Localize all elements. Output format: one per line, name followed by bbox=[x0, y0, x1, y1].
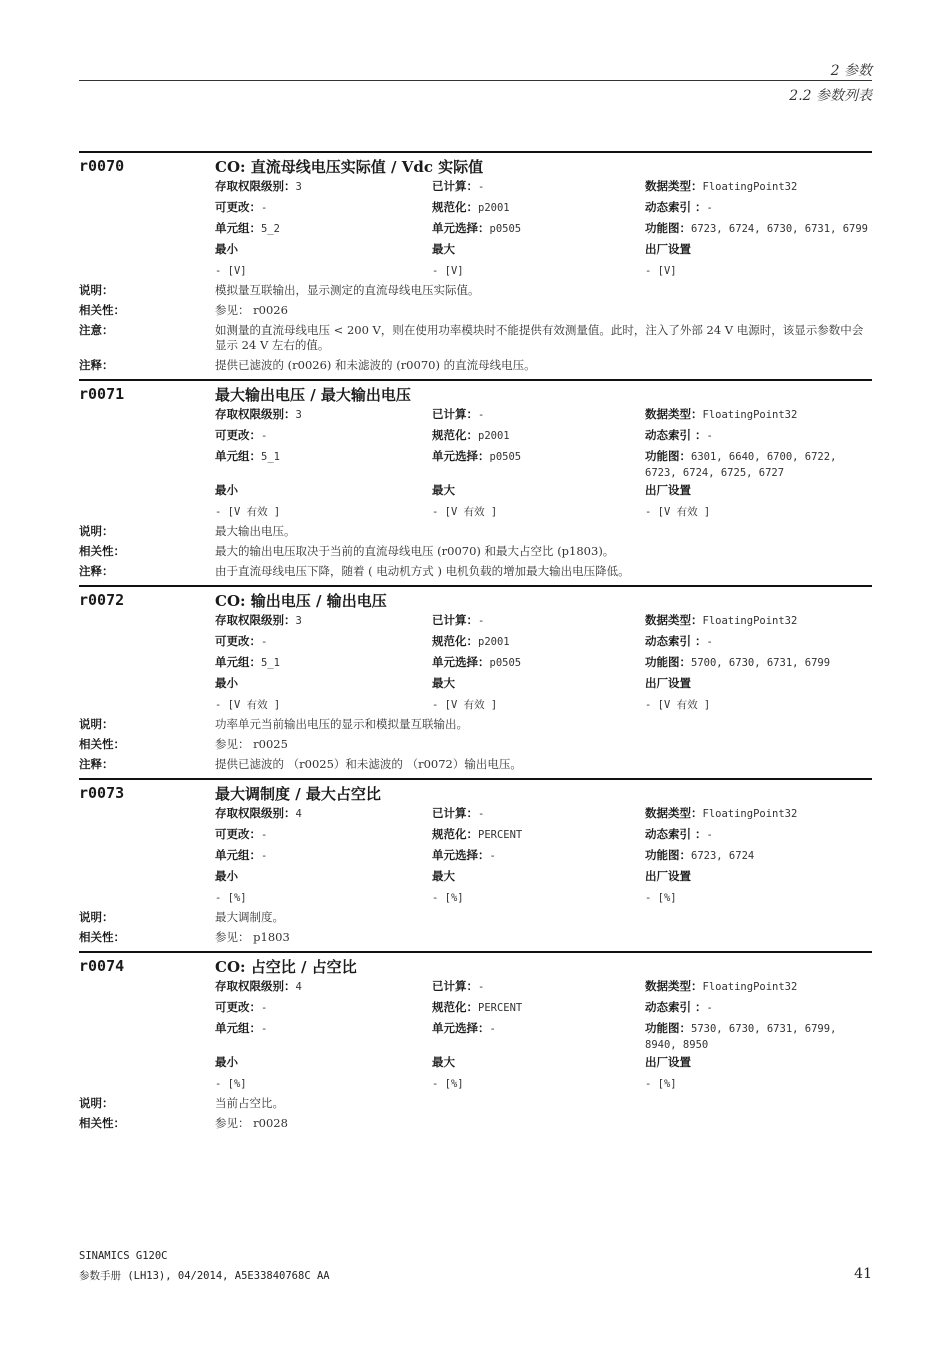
attribute-cell bbox=[215, 632, 432, 653]
attribute-cell bbox=[432, 240, 645, 261]
note-text: 参见： r0028 bbox=[215, 1116, 288, 1130]
attribute-label: 出厂设置 bbox=[645, 1055, 691, 1069]
attribute-value: p0505 bbox=[489, 223, 522, 235]
note-label: 相关性： bbox=[79, 930, 125, 944]
note-row bbox=[79, 283, 872, 298]
attribute-label: 单元组： bbox=[215, 655, 261, 669]
attribute-label: 最大 bbox=[432, 869, 455, 883]
attribute-label: 单元选择： bbox=[432, 449, 490, 463]
attribute-value: 3 bbox=[295, 409, 302, 421]
attribute-label: 数据类型： bbox=[645, 179, 703, 193]
note-row bbox=[79, 544, 872, 559]
header-chapter: 2 参数 bbox=[830, 63, 872, 79]
attribute-cell bbox=[432, 888, 645, 909]
attribute-value: - [%] bbox=[432, 892, 464, 904]
attribute-value: - [%] bbox=[215, 892, 247, 904]
attribute-cell bbox=[432, 405, 645, 426]
attribute-label: 功能图： bbox=[645, 221, 691, 235]
attribute-label: 规范化： bbox=[432, 1000, 478, 1014]
note-text: 功率单元当前输出电压的显示和模拟量互联输出。 bbox=[215, 717, 468, 731]
attribute-cell bbox=[645, 977, 872, 998]
attribute-value: 5730, 6730, 6731, 6799, 8940, 8950 bbox=[645, 1023, 837, 1051]
attribute-cell bbox=[432, 611, 645, 632]
note-text: 模拟量互联输出，显示测定的直流母线电压实际值。 bbox=[215, 283, 480, 297]
parameter-block bbox=[79, 379, 872, 579]
attribute-value: - bbox=[706, 430, 713, 442]
attribute-label: 已计算： bbox=[432, 179, 478, 193]
note-text: 参见： p1803 bbox=[215, 930, 290, 944]
attribute-label: 动态索引 ： bbox=[645, 634, 707, 648]
note-row bbox=[79, 1116, 872, 1131]
note-row bbox=[79, 524, 872, 539]
attribute-cell bbox=[645, 1074, 872, 1095]
attribute-label: 可更改： bbox=[215, 827, 261, 841]
attribute-label: 动态索引 ： bbox=[645, 200, 707, 214]
parameter-attributes bbox=[215, 177, 872, 282]
attribute-value: - bbox=[261, 430, 268, 442]
note-row bbox=[79, 757, 872, 772]
attribute-label: 最小 bbox=[215, 242, 238, 256]
attribute-value: 4 bbox=[295, 981, 302, 993]
attribute-cell bbox=[215, 998, 432, 1019]
parameter-notes bbox=[79, 283, 872, 373]
note-label: 注释： bbox=[79, 757, 114, 771]
note-row bbox=[79, 303, 872, 318]
note-label: 说明： bbox=[79, 283, 114, 297]
attribute-cell bbox=[645, 632, 872, 653]
attribute-label: 出厂设置 bbox=[645, 242, 691, 256]
attribute-value: 5_2 bbox=[261, 223, 280, 235]
attribute-cell bbox=[645, 695, 872, 716]
attribute-label: 动态索引 ： bbox=[645, 827, 707, 841]
attribute-cell bbox=[645, 447, 872, 481]
attribute-value: - [V 有效 ] bbox=[215, 699, 281, 711]
attribute-label: 可更改： bbox=[215, 1000, 261, 1014]
attribute-label: 已计算： bbox=[432, 979, 478, 993]
attribute-cell bbox=[645, 1053, 872, 1074]
parameter-notes bbox=[79, 717, 872, 772]
attribute-label: 出厂设置 bbox=[645, 483, 691, 497]
attribute-cell bbox=[432, 177, 645, 198]
attribute-value: - [V] bbox=[432, 265, 464, 277]
header-rule bbox=[79, 80, 872, 81]
attribute-value: - bbox=[478, 808, 485, 820]
attribute-value: 6723, 6724 bbox=[691, 850, 755, 862]
attribute-label: 最小 bbox=[215, 1055, 238, 1069]
parameter-title: CO: 占空比 / 占空比 bbox=[215, 957, 357, 976]
attribute-value: - [V 有效 ] bbox=[645, 506, 711, 518]
attribute-value: - [%] bbox=[215, 1078, 247, 1090]
attribute-value: - bbox=[261, 202, 268, 214]
attribute-cell bbox=[645, 998, 872, 1019]
attribute-label: 单元组： bbox=[215, 449, 261, 463]
attribute-value: 6723, 6724, 6730, 6731, 6799 bbox=[691, 223, 869, 235]
attribute-value: - bbox=[706, 1002, 713, 1014]
note-row bbox=[79, 930, 872, 945]
attribute-cell bbox=[645, 426, 872, 447]
parameter-id: r0072 bbox=[79, 591, 125, 609]
parameter-header bbox=[79, 383, 872, 405]
note-label: 说明： bbox=[79, 1096, 114, 1110]
attribute-cell bbox=[432, 426, 645, 447]
attribute-value: p2001 bbox=[478, 202, 510, 214]
attribute-value: 3 bbox=[295, 181, 302, 193]
attribute-cell bbox=[215, 502, 432, 523]
note-row bbox=[79, 358, 872, 373]
attribute-label: 出厂设置 bbox=[645, 676, 691, 690]
attribute-label: 规范化： bbox=[432, 200, 478, 214]
note-text: 参见： r0025 bbox=[215, 737, 288, 751]
attribute-cell bbox=[645, 804, 872, 825]
attribute-cell bbox=[432, 502, 645, 523]
attribute-value: - bbox=[706, 636, 713, 648]
attribute-value: PERCENT bbox=[478, 1002, 523, 1014]
attribute-cell bbox=[215, 177, 432, 198]
attribute-cell bbox=[645, 405, 872, 426]
attribute-cell bbox=[215, 977, 432, 998]
attribute-value: 3 bbox=[295, 615, 302, 627]
attribute-label: 已计算： bbox=[432, 613, 478, 627]
note-text: 最大的输出电压取决于当前的直流母线电压 (r0070) 和最大占空比 (p1803)。 bbox=[215, 544, 615, 558]
attribute-cell bbox=[432, 674, 645, 695]
attribute-cell bbox=[645, 177, 872, 198]
parameter-title: 最大输出电压 / 最大输出电压 bbox=[215, 385, 411, 404]
attribute-cell bbox=[215, 674, 432, 695]
attribute-value: PERCENT bbox=[478, 829, 523, 841]
attribute-value: 5_1 bbox=[261, 451, 280, 463]
attribute-label: 可更改： bbox=[215, 428, 261, 442]
page-number: 41 bbox=[854, 1266, 872, 1282]
attribute-label: 规范化： bbox=[432, 827, 478, 841]
attribute-cell bbox=[432, 695, 645, 716]
note-text: 最大输出电压。 bbox=[215, 524, 296, 538]
attribute-label: 单元组： bbox=[215, 221, 261, 235]
parameter-header bbox=[79, 155, 872, 177]
note-text: 提供已滤波的 （r0025）和未滤波的 （r0072）输出电压。 bbox=[215, 757, 522, 771]
attribute-cell bbox=[645, 888, 872, 909]
parameter-title: CO: 直流母线电压实际值 / Vdc 实际值 bbox=[215, 157, 484, 176]
note-text: 如测量的直流母线电压 < 200 V，则在使用功率模块时不能提供有效测量值。此时，注入了外部 24 V 电源时，该显示参数中会显示 24 V 左右的值。 bbox=[215, 323, 864, 352]
attribute-value: - [V 有效 ] bbox=[215, 506, 281, 518]
attribute-value: 6301, 6640, 6700, 6722, 6723, 6724, 6725, 6727 bbox=[645, 451, 837, 479]
parameter-title: 最大调制度 / 最大占空比 bbox=[215, 784, 381, 803]
parameter-id: r0070 bbox=[79, 157, 125, 175]
attribute-label: 功能图： bbox=[645, 848, 691, 862]
attribute-value: - [V 有效 ] bbox=[432, 699, 498, 711]
note-row bbox=[79, 910, 872, 925]
attribute-label: 单元选择： bbox=[432, 221, 490, 235]
attribute-label: 数据类型： bbox=[645, 979, 703, 993]
attribute-cell bbox=[215, 611, 432, 632]
note-text: 提供已滤波的 (r0026) 和未滤波的 (r0070) 的直流母线电压。 bbox=[215, 358, 536, 372]
attribute-cell bbox=[645, 198, 872, 219]
attribute-label: 数据类型： bbox=[645, 806, 703, 820]
attribute-value: - bbox=[261, 636, 268, 648]
attribute-label: 存取权限级别： bbox=[215, 613, 296, 627]
attribute-label: 最大 bbox=[432, 1055, 455, 1069]
note-text: 参见： r0026 bbox=[215, 303, 288, 317]
parameter-attributes bbox=[215, 611, 872, 716]
attribute-label: 单元选择： bbox=[432, 1021, 490, 1035]
parameter-block bbox=[79, 585, 872, 772]
attribute-label: 最小 bbox=[215, 676, 238, 690]
attribute-value: FloatingPoint32 bbox=[702, 981, 798, 993]
attribute-label: 功能图： bbox=[645, 655, 691, 669]
parameter-attributes bbox=[215, 804, 872, 909]
parameter-title: CO: 输出电压 / 输出电压 bbox=[215, 591, 387, 610]
parameter-block bbox=[79, 778, 872, 945]
attribute-label: 动态索引 ： bbox=[645, 1000, 707, 1014]
parameter-list bbox=[79, 151, 872, 1137]
attribute-label: 可更改： bbox=[215, 634, 261, 648]
attribute-value: - bbox=[478, 409, 485, 421]
note-row bbox=[79, 1096, 872, 1111]
attribute-label: 规范化： bbox=[432, 428, 478, 442]
attribute-cell bbox=[215, 426, 432, 447]
attribute-label: 已计算： bbox=[432, 407, 478, 421]
attribute-cell bbox=[432, 261, 645, 282]
note-row bbox=[79, 323, 872, 353]
attribute-cell bbox=[645, 611, 872, 632]
note-row bbox=[79, 564, 872, 579]
attribute-label: 单元组： bbox=[215, 1021, 261, 1035]
attribute-value: - [%] bbox=[432, 1078, 464, 1090]
attribute-value: FloatingPoint32 bbox=[702, 615, 798, 627]
attribute-value: - [V] bbox=[645, 265, 677, 277]
parameter-notes bbox=[79, 910, 872, 945]
footer-product: SINAMICS G120C bbox=[79, 1250, 168, 1262]
note-label: 相关性： bbox=[79, 303, 125, 317]
attribute-value: - bbox=[489, 1023, 496, 1035]
attribute-cell bbox=[215, 804, 432, 825]
attribute-cell bbox=[432, 1074, 645, 1095]
attribute-value: p0505 bbox=[489, 451, 522, 463]
parameter-id: r0073 bbox=[79, 784, 125, 802]
attribute-cell bbox=[215, 405, 432, 426]
attribute-cell bbox=[432, 653, 645, 674]
attribute-label: 单元选择： bbox=[432, 655, 490, 669]
attribute-value: p2001 bbox=[478, 636, 510, 648]
attribute-cell bbox=[645, 867, 872, 888]
attribute-cell bbox=[432, 632, 645, 653]
attribute-cell bbox=[215, 261, 432, 282]
parameter-header bbox=[79, 955, 872, 977]
parameter-header bbox=[79, 589, 872, 611]
attribute-value: - bbox=[706, 829, 713, 841]
attribute-label: 最大 bbox=[432, 242, 455, 256]
attribute-value: p2001 bbox=[478, 430, 510, 442]
attribute-cell bbox=[215, 447, 432, 481]
attribute-value: - bbox=[478, 615, 485, 627]
attribute-label: 出厂设置 bbox=[645, 869, 691, 883]
attribute-value: FloatingPoint32 bbox=[702, 409, 798, 421]
attribute-cell bbox=[645, 240, 872, 261]
header-section: 2.2 参数列表 bbox=[789, 88, 872, 104]
attribute-cell bbox=[645, 653, 872, 674]
attribute-value: - bbox=[706, 202, 713, 214]
note-label: 注释： bbox=[79, 358, 114, 372]
attribute-label: 规范化： bbox=[432, 634, 478, 648]
attribute-cell bbox=[432, 804, 645, 825]
attribute-cell bbox=[645, 261, 872, 282]
parameter-attributes bbox=[215, 977, 872, 1095]
attribute-cell bbox=[645, 219, 872, 240]
attribute-value: p0505 bbox=[489, 657, 522, 669]
attribute-cell bbox=[432, 198, 645, 219]
note-label: 说明： bbox=[79, 717, 114, 731]
attribute-cell bbox=[432, 1019, 645, 1053]
attribute-label: 最大 bbox=[432, 483, 455, 497]
attribute-cell bbox=[215, 825, 432, 846]
attribute-cell bbox=[215, 653, 432, 674]
attribute-cell bbox=[432, 481, 645, 502]
attribute-value: - [V 有效 ] bbox=[645, 699, 711, 711]
attribute-value: - bbox=[478, 181, 485, 193]
attribute-value: - bbox=[489, 850, 496, 862]
parameter-id: r0071 bbox=[79, 385, 125, 403]
attribute-value: 5_1 bbox=[261, 657, 280, 669]
note-row bbox=[79, 737, 872, 752]
attribute-cell bbox=[432, 867, 645, 888]
attribute-value: - [%] bbox=[645, 892, 677, 904]
attribute-value: - bbox=[261, 1023, 268, 1035]
attribute-cell bbox=[215, 198, 432, 219]
attribute-value: - bbox=[261, 1002, 268, 1014]
attribute-cell bbox=[215, 219, 432, 240]
attribute-cell bbox=[432, 447, 645, 481]
attribute-label: 数据类型： bbox=[645, 407, 703, 421]
parameter-block bbox=[79, 951, 872, 1131]
footer-manual: 参数手册 (LH13), 04/2014, A5E33840768C AA bbox=[79, 1270, 330, 1282]
parameter-header bbox=[79, 782, 872, 804]
note-label: 说明： bbox=[79, 910, 114, 924]
note-label: 注释： bbox=[79, 564, 114, 578]
attribute-cell bbox=[645, 502, 872, 523]
parameter-id: r0074 bbox=[79, 957, 125, 975]
attribute-label: 可更改： bbox=[215, 200, 261, 214]
note-text: 当前占空比。 bbox=[215, 1096, 284, 1110]
attribute-cell bbox=[432, 846, 645, 867]
attribute-cell bbox=[432, 219, 645, 240]
attribute-value: FloatingPoint32 bbox=[702, 808, 798, 820]
attribute-value: - [V 有效 ] bbox=[432, 506, 498, 518]
attribute-label: 最大 bbox=[432, 676, 455, 690]
attribute-cell bbox=[215, 888, 432, 909]
attribute-label: 数据类型： bbox=[645, 613, 703, 627]
note-text: 最大调制度。 bbox=[215, 910, 284, 924]
attribute-cell bbox=[645, 825, 872, 846]
attribute-value: - bbox=[478, 981, 485, 993]
attribute-cell bbox=[215, 867, 432, 888]
parameter-notes bbox=[79, 524, 872, 579]
attribute-label: 动态索引 ： bbox=[645, 428, 707, 442]
attribute-label: 功能图： bbox=[645, 1021, 691, 1035]
note-text: 由于直流母线电压下降，随着 ( 电动机方式 ) 电机负载的增加最大输出电压降低。 bbox=[215, 564, 630, 578]
attribute-cell bbox=[645, 674, 872, 695]
parameter-block bbox=[79, 151, 872, 373]
attribute-cell bbox=[432, 998, 645, 1019]
attribute-value: - [V] bbox=[215, 265, 247, 277]
attribute-label: 功能图： bbox=[645, 449, 691, 463]
attribute-value: - [%] bbox=[645, 1078, 677, 1090]
attribute-cell bbox=[432, 977, 645, 998]
note-label: 说明： bbox=[79, 524, 114, 538]
attribute-label: 单元组： bbox=[215, 848, 261, 862]
attribute-cell bbox=[432, 1053, 645, 1074]
attribute-value: 4 bbox=[295, 808, 302, 820]
attribute-cell bbox=[432, 825, 645, 846]
attribute-cell bbox=[645, 846, 872, 867]
attribute-value: FloatingPoint32 bbox=[702, 181, 798, 193]
attribute-label: 存取权限级别： bbox=[215, 179, 296, 193]
parameter-attributes bbox=[215, 405, 872, 523]
attribute-label: 存取权限级别： bbox=[215, 979, 296, 993]
attribute-cell bbox=[645, 1019, 872, 1053]
note-row bbox=[79, 717, 872, 732]
attribute-label: 已计算： bbox=[432, 806, 478, 820]
attribute-value: - bbox=[261, 829, 268, 841]
note-label: 注意： bbox=[79, 323, 114, 337]
attribute-cell bbox=[215, 846, 432, 867]
attribute-label: 单元选择： bbox=[432, 848, 490, 862]
attribute-label: 最小 bbox=[215, 483, 238, 497]
note-label: 相关性： bbox=[79, 737, 125, 751]
attribute-value: 5700, 6730, 6731, 6799 bbox=[691, 657, 831, 669]
attribute-cell bbox=[215, 240, 432, 261]
attribute-label: 最小 bbox=[215, 869, 238, 883]
parameter-notes bbox=[79, 1096, 872, 1131]
attribute-cell bbox=[215, 1074, 432, 1095]
attribute-cell bbox=[215, 695, 432, 716]
attribute-label: 存取权限级别： bbox=[215, 407, 296, 421]
attribute-cell bbox=[215, 1053, 432, 1074]
note-label: 相关性： bbox=[79, 544, 125, 558]
attribute-cell bbox=[215, 1019, 432, 1053]
attribute-label: 存取权限级别： bbox=[215, 806, 296, 820]
attribute-cell bbox=[215, 481, 432, 502]
attribute-cell bbox=[645, 481, 872, 502]
note-label: 相关性： bbox=[79, 1116, 125, 1130]
attribute-value: - bbox=[261, 850, 268, 862]
